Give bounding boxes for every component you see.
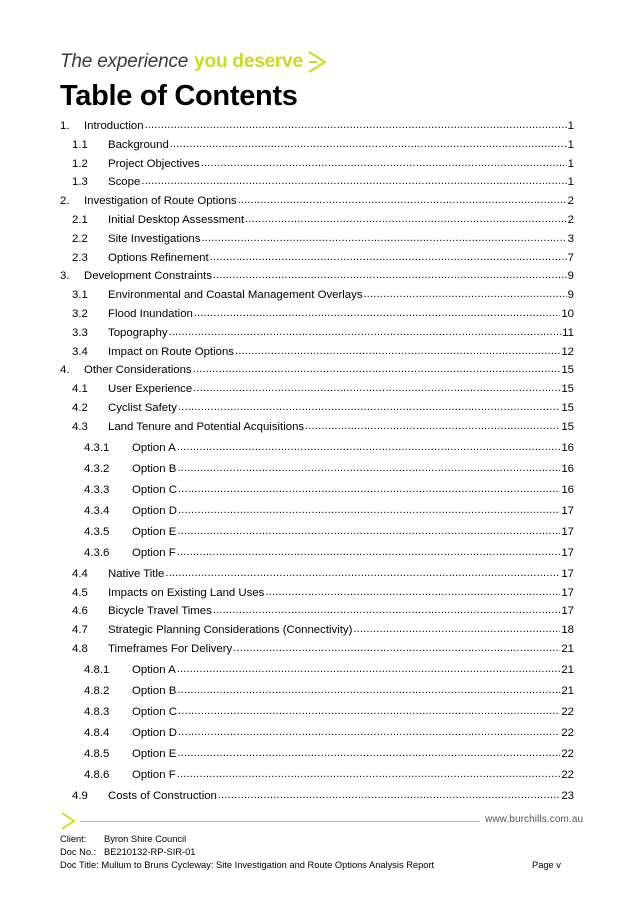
toc-entry[interactable] [60,157,574,171]
dot-leader [193,382,560,396]
toc-entry-page: 15 [561,364,574,377]
toc-entry-page: 15 [561,402,574,414]
toc-entry-page: 17 [561,504,574,517]
toc-entry-number: 4.3.2 [84,462,110,475]
toc-entry[interactable] [60,382,574,396]
dot-leader [177,663,561,677]
toc-entry-page: 16 [561,441,574,454]
docno-line [60,846,195,858]
toc-entry[interactable] [60,232,574,246]
toc-entry-title: Option E [132,748,177,760]
dot-leader [178,483,560,497]
toc-entry-title: Flood Inundation [108,308,193,320]
toc-entry-number: 4.8.6 [84,769,110,781]
toc-entry[interactable] [60,684,574,698]
dot-leader [305,420,560,434]
dot-leader [165,567,560,581]
dot-leader [177,546,561,560]
toc-entry-title: Native Title [108,567,165,580]
dot-leader [178,401,560,415]
toc-entry[interactable] [60,642,574,656]
toc-entry[interactable] [60,525,574,539]
toc-entry[interactable] [60,726,574,740]
toc-entry[interactable] [60,269,574,283]
client-label: Client: [60,834,87,844]
footer-divider [80,821,480,822]
doctitle-line [60,859,434,871]
dot-leader [177,441,561,455]
toc-entry-page: 2 [567,195,574,208]
toc-entry-number: 4.9 [72,790,88,802]
toc-entry-title: Land Tenure and Potential Acquisitions [108,420,305,433]
toc-entry-number: 4.3.5 [84,525,110,538]
toc-entry-number: 1. [60,120,70,132]
toc-entry-page: 22 [561,748,574,760]
toc-entry-number: 4.3.6 [84,546,110,559]
toc-entry-number: 4.8.1 [84,664,110,676]
dot-leader [265,586,560,600]
toc-entry-number: 4.7 [72,624,88,637]
toc-entry-title: Option C [132,483,177,496]
toc-entry-page: 15 [561,383,574,396]
toc-entry-title: Topography [108,326,168,339]
toc-entry-title: Option B [132,685,177,697]
dot-leader [194,307,560,321]
toc-entry-page: 21 [561,664,574,676]
toc-entry[interactable] [60,705,574,719]
toc-entry-number: 3.1 [72,289,88,302]
footer-chevron-icon [60,811,76,831]
toc-entry-page: 11 [562,326,574,339]
toc-entry-number: 3.4 [72,345,88,358]
toc-entry-number: 4.8 [72,643,88,655]
toc-entry-number: 4.8.3 [84,706,110,718]
dot-leader [177,684,560,698]
toc-entry[interactable] [60,789,574,803]
toc-entry[interactable] [60,546,574,560]
toc-entry-page: 3 [567,232,574,245]
toc-entry-number: 4.8.5 [84,748,110,760]
toc-entry-number: 4.2 [72,402,88,414]
toc-entry-page: 22 [561,727,574,739]
toc-entry-title: Timeframes For Delivery [108,643,233,655]
toc-entry-page: 23 [561,790,574,802]
brand-tagline [60,48,328,76]
doctitle-label: Doc Title: [60,860,99,870]
toc-entry[interactable] [60,194,574,208]
toc-entry-title: Project Objectives [108,157,200,170]
toc-entry-page: 21 [561,685,574,697]
toc-entry-title: Cyclist Safety [108,402,177,414]
toc-entry-page: 2 [567,214,574,226]
dot-leader [238,194,567,208]
toc-entry-title: Other Considerations [84,364,192,377]
toc-entry[interactable] [60,483,574,497]
toc-entry-page: 17 [561,567,574,580]
toc-entry-page: 1 [567,138,574,151]
toc-entry-title: Bicycle Travel Times [108,605,212,618]
docno-label: Doc No.: [60,847,97,857]
dot-leader [177,768,561,782]
toc-entry-number: 4.1 [72,383,88,396]
dot-leader [201,157,567,171]
toc-entry[interactable] [60,251,574,265]
toc-entry[interactable] [60,586,574,600]
toc-entry-title: Option E [132,525,177,538]
toc-entry-number: 2.2 [72,232,88,245]
toc-entry-page: 12 [561,345,574,358]
toc-entry[interactable] [60,504,574,518]
toc-entry-number: 3.3 [72,326,88,339]
dot-leader [245,213,567,227]
dot-leader [213,604,561,618]
toc-entry[interactable] [60,747,574,761]
toc-entry-page: 1 [567,176,574,189]
toc-entry-title: Investigation of Route Options [84,195,237,208]
client-line [60,833,186,845]
dot-leader [170,138,567,152]
dot-leader [145,119,567,133]
dot-leader [210,251,567,265]
toc-entry-page: 17 [561,546,574,559]
dot-leader [178,504,560,518]
toc-entry-number: 4.5 [72,586,88,599]
website-url: www.burchills.com.au [485,814,584,825]
toc-entry-title: Site Investigations [108,232,201,245]
dot-leader [177,525,560,539]
toc-entry-number: 4.3.4 [84,504,110,517]
dot-leader [141,175,566,189]
toc-entry-number: 4.3.3 [84,483,110,496]
page-title: Table of Contents [60,80,298,112]
toc-entry[interactable] [60,401,574,415]
toc-entry-page: 15 [561,420,574,433]
toc-entry-title: Development Constraints [84,270,212,283]
toc-entry-page: 18 [561,624,574,637]
toc-entry[interactable] [60,307,574,321]
toc-entry-page: 17 [561,525,574,538]
toc-entry[interactable] [60,441,574,455]
dot-leader [364,288,567,302]
toc-entry[interactable] [60,119,574,133]
toc-entry[interactable] [60,213,574,227]
toc-entry-title: Options Refinement [108,251,209,264]
toc-entry-number: 4. [60,364,70,377]
toc-entry-number: 3.2 [72,308,88,320]
toc-entry-number: 2.3 [72,251,88,264]
tagline-text-1: The experience [60,51,189,72]
dot-leader [233,642,560,656]
toc-entry-title: Environmental and Coastal Management Overlays [108,289,363,302]
toc-entry[interactable] [60,363,574,377]
dot-leader [193,363,561,377]
toc-entry-page: 1 [567,120,574,132]
toc-entry[interactable] [60,288,574,302]
chevron-logo-icon [306,49,328,75]
toc-entry-title: Option D [132,727,177,739]
toc-entry-title: Option B [132,462,177,475]
toc-entry-number: 4.8.2 [84,685,110,697]
toc-entry[interactable] [60,420,574,434]
toc-entry-page: 21 [561,643,574,655]
dot-leader [235,345,560,359]
dot-leader [177,462,560,476]
toc-entry-number: 4.4 [72,567,88,580]
toc-entry-page: 22 [561,706,574,718]
toc-entry-title: Impact on Route Options [108,345,234,358]
toc-entry[interactable] [60,623,574,637]
toc-entry-number: 4.3.1 [84,441,110,454]
toc-entry-page: 1 [567,157,574,170]
toc-entry-number: 1.2 [72,157,88,170]
toc-entry-title: Option F [132,769,176,781]
toc-entry[interactable] [60,462,574,476]
toc-entry-number: 2.1 [72,214,88,226]
toc-entry-title: User Experience [108,383,193,396]
toc-entry-title: Option F [132,546,176,559]
toc-entry-title: Scope [108,176,141,189]
toc-entry[interactable] [60,326,574,340]
toc-entry-title: Option A [132,664,176,676]
toc-entry-title: Costs of Construction [108,790,217,802]
page-number: Page v [532,860,561,870]
toc-entry-title: Strategic Planning Considerations (Connectivity) [108,624,353,637]
toc-entry[interactable] [60,604,574,618]
dot-leader [178,726,560,740]
toc-entry-number: 4.6 [72,605,88,618]
toc-entry-page: 17 [561,586,574,599]
toc-entry-number: 4.3 [72,420,88,433]
toc-entry-page: 16 [561,483,574,496]
toc-entry[interactable] [60,345,574,359]
toc-entry-number: 3. [60,270,70,283]
toc-entry-title: Introduction [84,120,144,132]
doctitle-value: Mullum to Bruns Cycleway: Site Investigation and Route Options Analysis Report [101,860,435,870]
toc-entry[interactable] [60,175,574,189]
dot-leader [213,269,567,283]
toc-entry-page: 9 [567,289,574,302]
toc-entry-page: 16 [561,462,574,475]
dot-leader [201,232,566,246]
dot-leader [178,705,560,719]
toc-entry-page: 17 [561,605,574,618]
toc-entry[interactable] [60,138,574,152]
toc-entry-title: Option D [132,504,177,517]
toc-entry[interactable] [60,768,574,782]
toc-entry-page: 7 [567,251,574,264]
toc-entry-page: 10 [561,308,574,320]
dot-leader [353,623,560,637]
toc-entry-title: Initial Desktop Assessment [108,214,245,226]
toc-entry-number: 2. [60,195,70,208]
dot-leader [177,747,560,761]
toc-entry-page: 22 [561,769,574,781]
toc-entry-title: Option C [132,706,177,718]
toc-entry-page: 9 [567,270,574,283]
docno-value: BE210132-RP-SIR-01 [104,847,196,857]
tagline-text-2: you deserve [194,51,303,72]
toc-entry-title: Option A [132,441,176,454]
toc-entry-number: 1.1 [72,138,88,151]
toc-entry-title: Impacts on Existing Land Uses [108,586,265,599]
toc-entry-number: 4.8.4 [84,727,110,739]
dot-leader [169,326,562,340]
dot-leader [218,789,560,803]
toc-entry[interactable] [60,567,574,581]
client-value: Byron Shire Council [104,834,187,844]
toc-entry[interactable] [60,663,574,677]
toc-entry-title: Background [108,138,169,151]
toc-entry-number: 1.3 [72,176,88,189]
